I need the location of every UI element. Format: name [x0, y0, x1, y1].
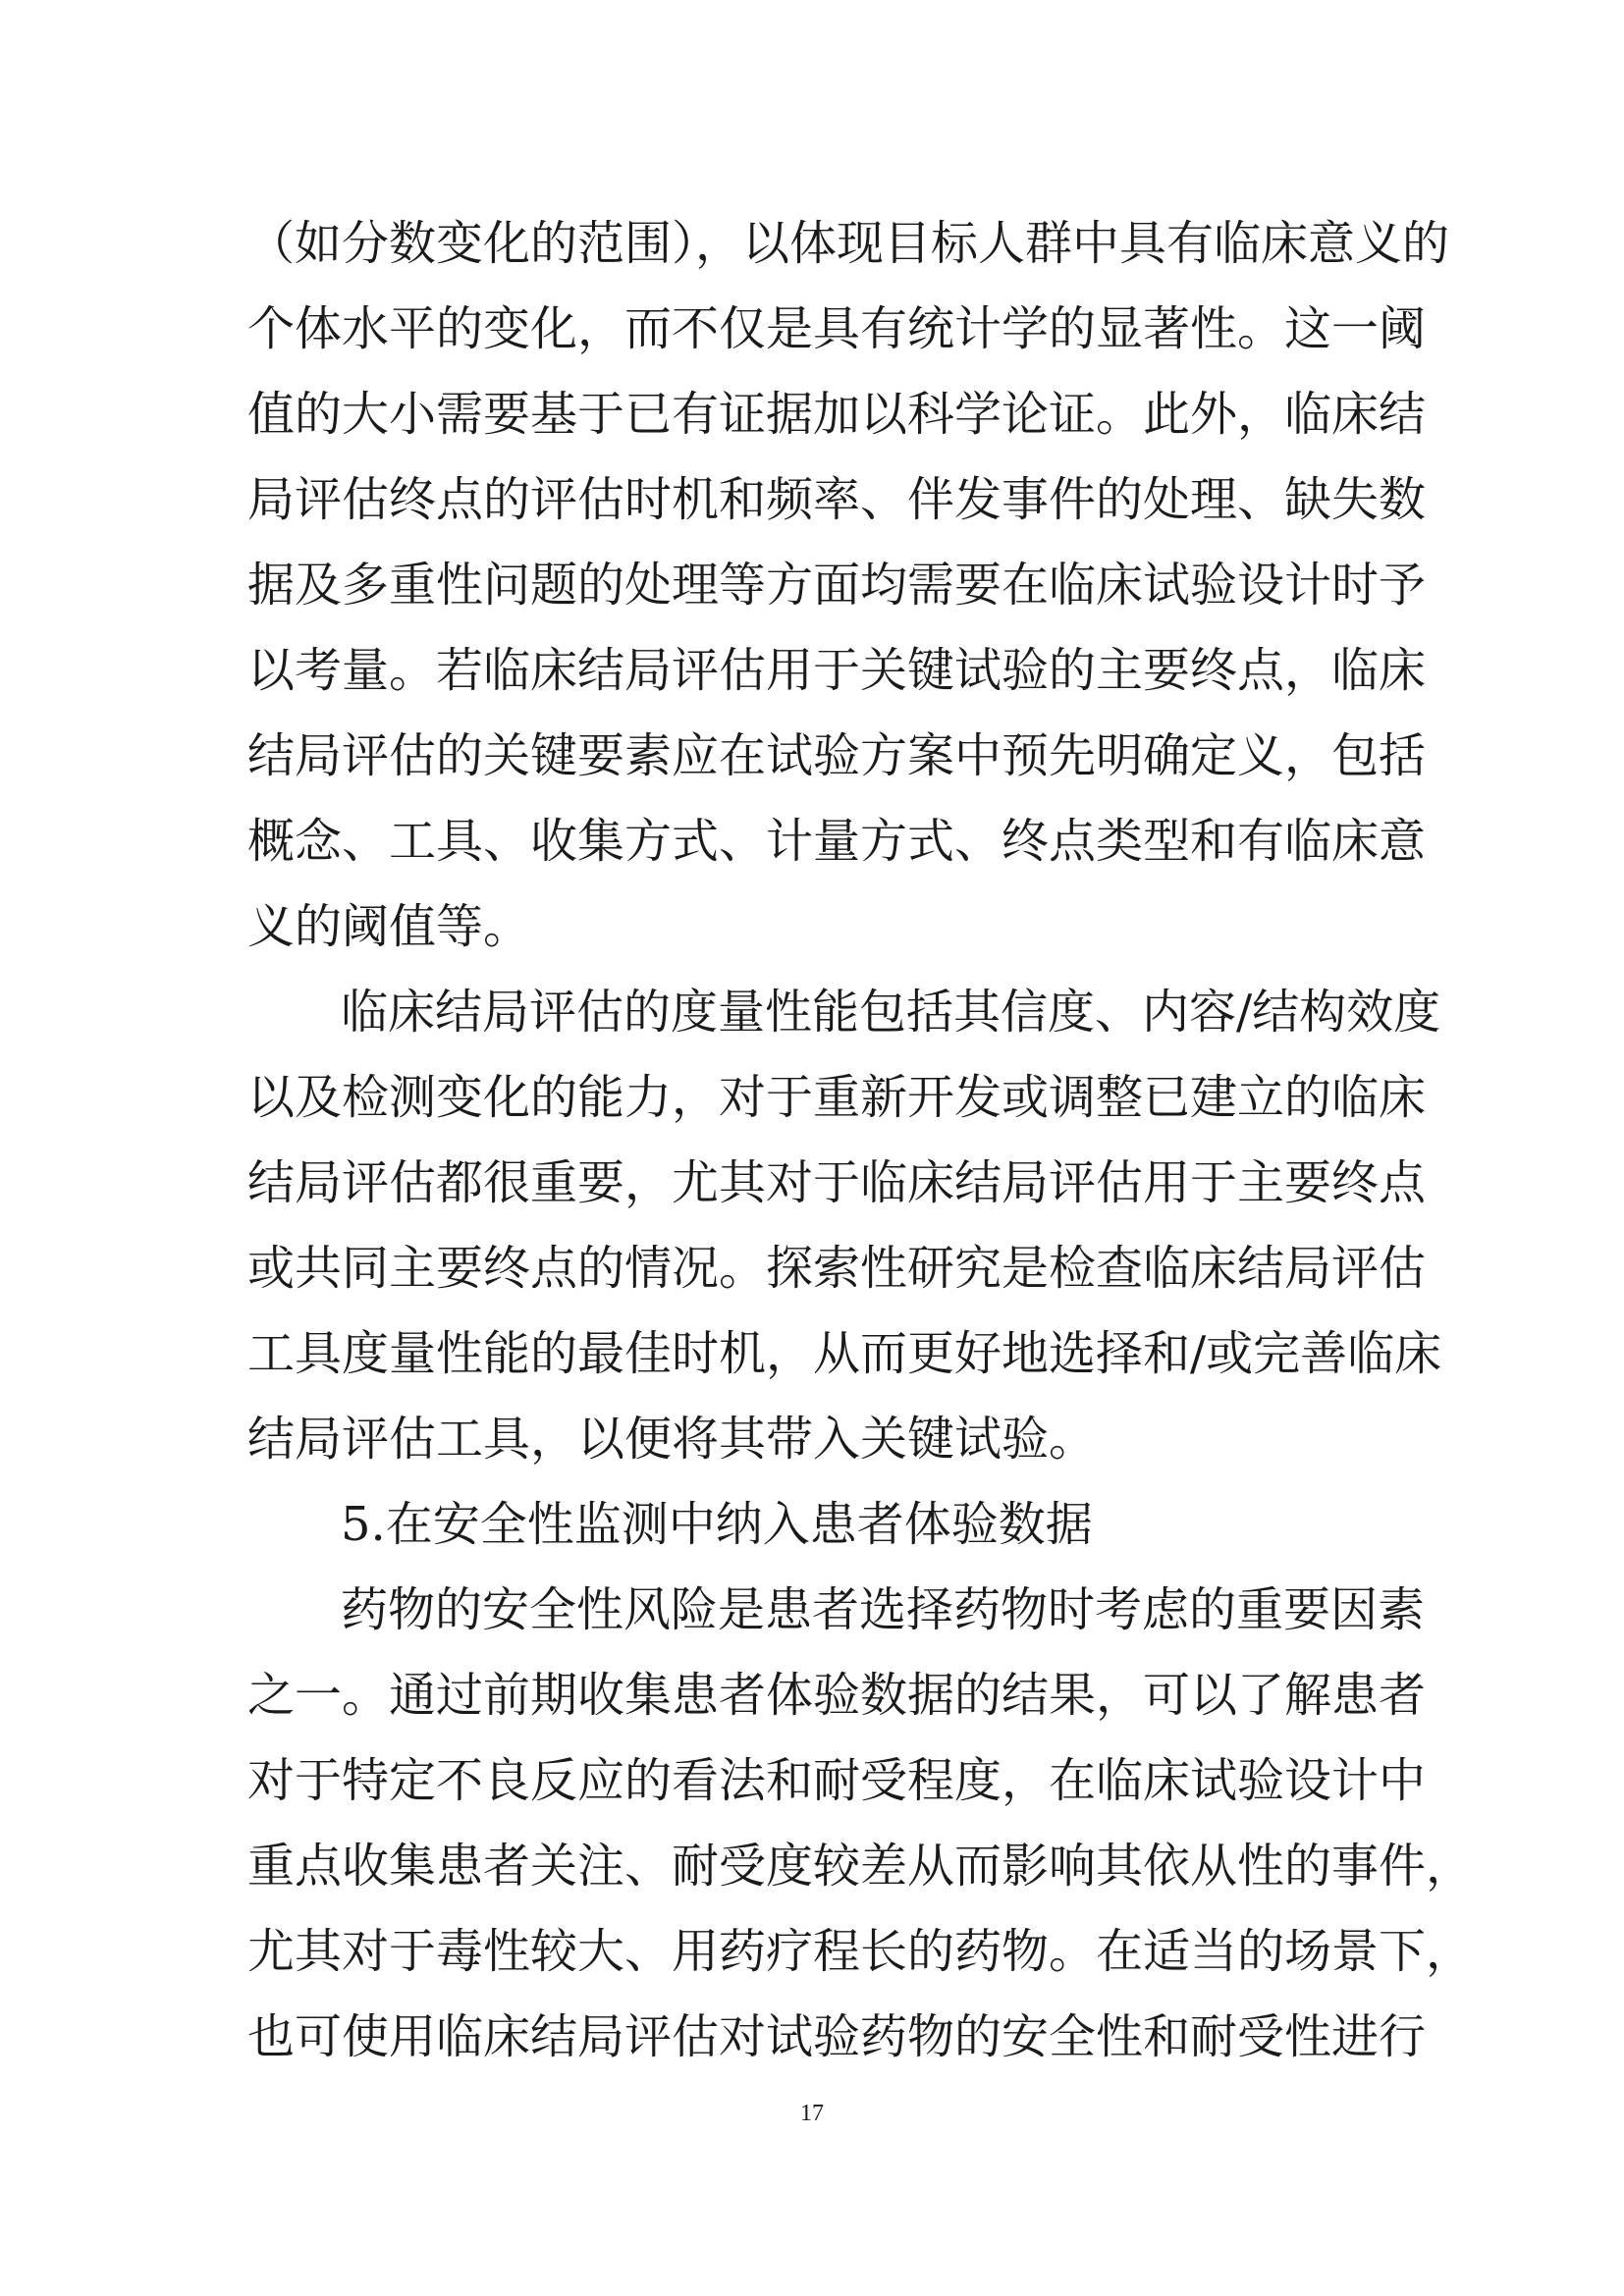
page-number: 17 [800, 2101, 824, 2126]
body-text-line: 重点收集患者关注、耐受度较差从而影响其依从性的事件， [247, 1839, 1474, 1894]
body-text-line: （如分数变化的范围），以体现目标人群中具有临床意义的 [247, 216, 1450, 271]
body-text-line: 之一。通过前期收集患者体验数据的结果，可以了解患者 [247, 1668, 1427, 1723]
body-text-line: 或共同主要终点的情况。探索性研究是检查临床结局评估 [247, 1241, 1427, 1296]
body-text-line: 对于特定不良反应的看法和耐受程度，在临床试验设计中 [247, 1753, 1427, 1808]
body-text-line: 以及检测变化的能力，对于重新开发或调整已建立的临床 [247, 1070, 1427, 1125]
body-text-line: 个体水平的变化，而不仅是具有统计学的显著性。这一阈 [247, 301, 1427, 356]
body-text-line: 以考量。若临床结局评估用于关键试验的主要终点，临床 [247, 643, 1427, 698]
section-heading: 5.在安全性监测中纳入患者体验数据 [341, 1497, 1093, 1552]
body-text-line: 结局评估都很重要，尤其对于临床结局评估用于主要终点 [247, 1155, 1427, 1210]
body-text-line: 结局评估的关键要素应在试验方案中预先明确定义，包括 [247, 728, 1427, 783]
body-text-line: 概念、工具、收集方式、计量方式、终点类型和有临床意 [247, 814, 1427, 869]
body-text-line: 局评估终点的评估时机和频率、伴发事件的处理、缺失数 [247, 472, 1427, 527]
body-text-line: 也可使用临床结局评估对试验药物的安全性和耐受性进行 [247, 2009, 1427, 2064]
body-text-line: 义的阈值等。 [247, 899, 531, 954]
body-text-line: 工具度量性能的最佳时机，从而更好地选择和/或完善临床 [247, 1326, 1442, 1381]
body-text-line: 临床结局评估的度量性能包括其信度、内容/结构效度 [341, 985, 1441, 1040]
body-text-line: 据及多重性问题的处理等方面均需要在临床试验设计时予 [247, 558, 1427, 613]
body-text-line: 药物的安全性风险是患者选择药物时考虑的重要因素 [341, 1582, 1426, 1637]
body-text-line: 结局评估工具，以便将其带入关键试验。 [247, 1412, 1097, 1467]
body-text-line: 尤其对于毒性较大、用药疗程长的药物。在适当的场景下， [247, 1924, 1474, 1979]
body-text-line: 值的大小需要基于已有证据加以科学论证。此外，临床结 [247, 387, 1427, 442]
